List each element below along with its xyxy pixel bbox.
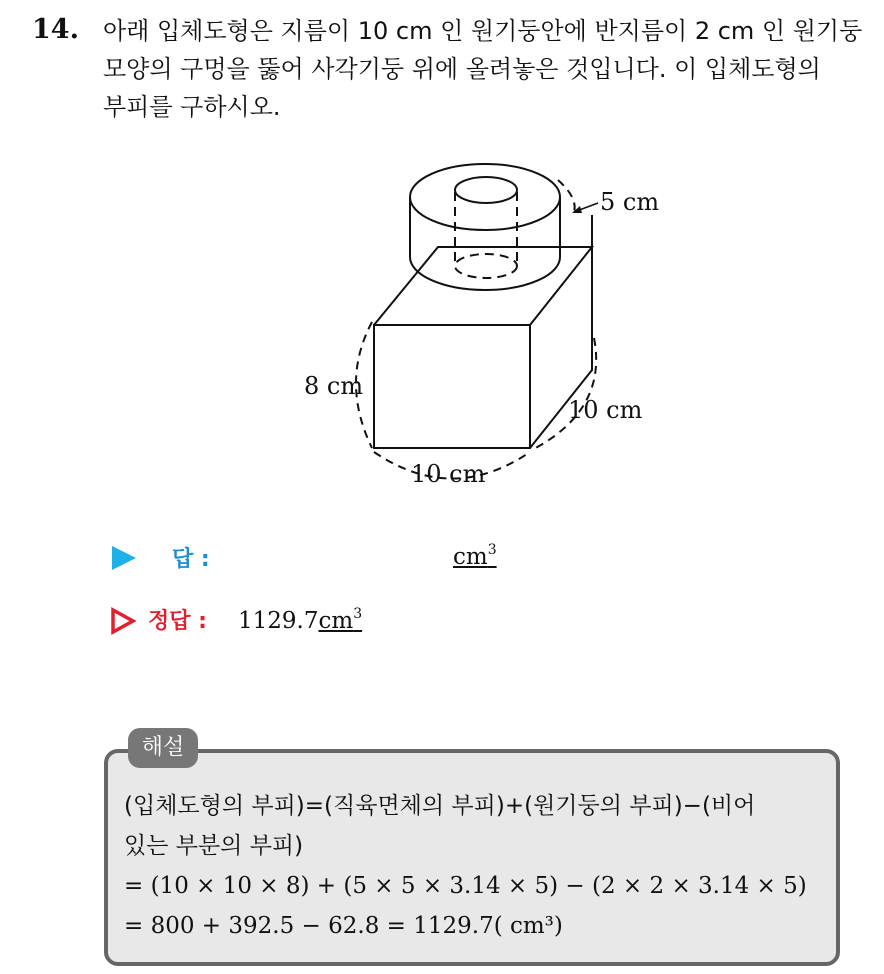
play-triangle-icon <box>112 546 136 570</box>
cylinder-top-ellipse <box>410 164 560 230</box>
question-line: 모양의 구멍을 뚫어 사각기둥 위에 올려놓은 것입니다. 이 입체도형의 <box>103 55 821 83</box>
answer-label: 답 : <box>172 547 210 572</box>
question-number: 14. <box>32 14 79 45</box>
answer-unit[interactable]: $cm^3$ <box>453 542 497 570</box>
question-line: 아래 입체도형은 지름이 10 cm 인 원기둥안에 반지름이 2 cm 인 원기둥 <box>103 17 863 45</box>
correct-answer-row <box>108 604 528 638</box>
explanation-line: (입체도형의 부피)=(직육면체의 부피)+(원기둥의 부피)−(비어 <box>124 793 756 819</box>
explanation-text <box>124 786 824 946</box>
hole-bottom-ellipse <box>455 254 517 278</box>
label-width: 10 cm <box>411 460 486 488</box>
cylinder-bottom-arc <box>410 257 560 290</box>
pointer-arrowhead <box>572 206 582 213</box>
explanation-line: = 800 + 392.5 − 62.8 = 1129.7( cm³) <box>124 913 563 939</box>
label-cyl-height: 5 cm <box>600 188 660 216</box>
explanation-tag: 해설 <box>128 728 198 768</box>
label-box-height: 8 cm <box>304 372 364 400</box>
label-depth: 10 cm <box>568 396 643 424</box>
correct-value: $1129.7cm^3$ <box>238 606 363 634</box>
correct-label: 정답 : <box>148 609 207 634</box>
outline-triangle-icon <box>110 607 136 635</box>
explanation-line: = (10 × 10 × 8) + (5 × 5 × 3.14 × 5) − (2 × 2 × 3.14 × 5) <box>124 873 807 899</box>
box-front-face <box>374 325 530 448</box>
answer-row <box>108 540 528 574</box>
explanation-line: 있는 부분의 부피) <box>124 833 304 859</box>
question-line: 부피를 구하시오. <box>103 93 281 121</box>
